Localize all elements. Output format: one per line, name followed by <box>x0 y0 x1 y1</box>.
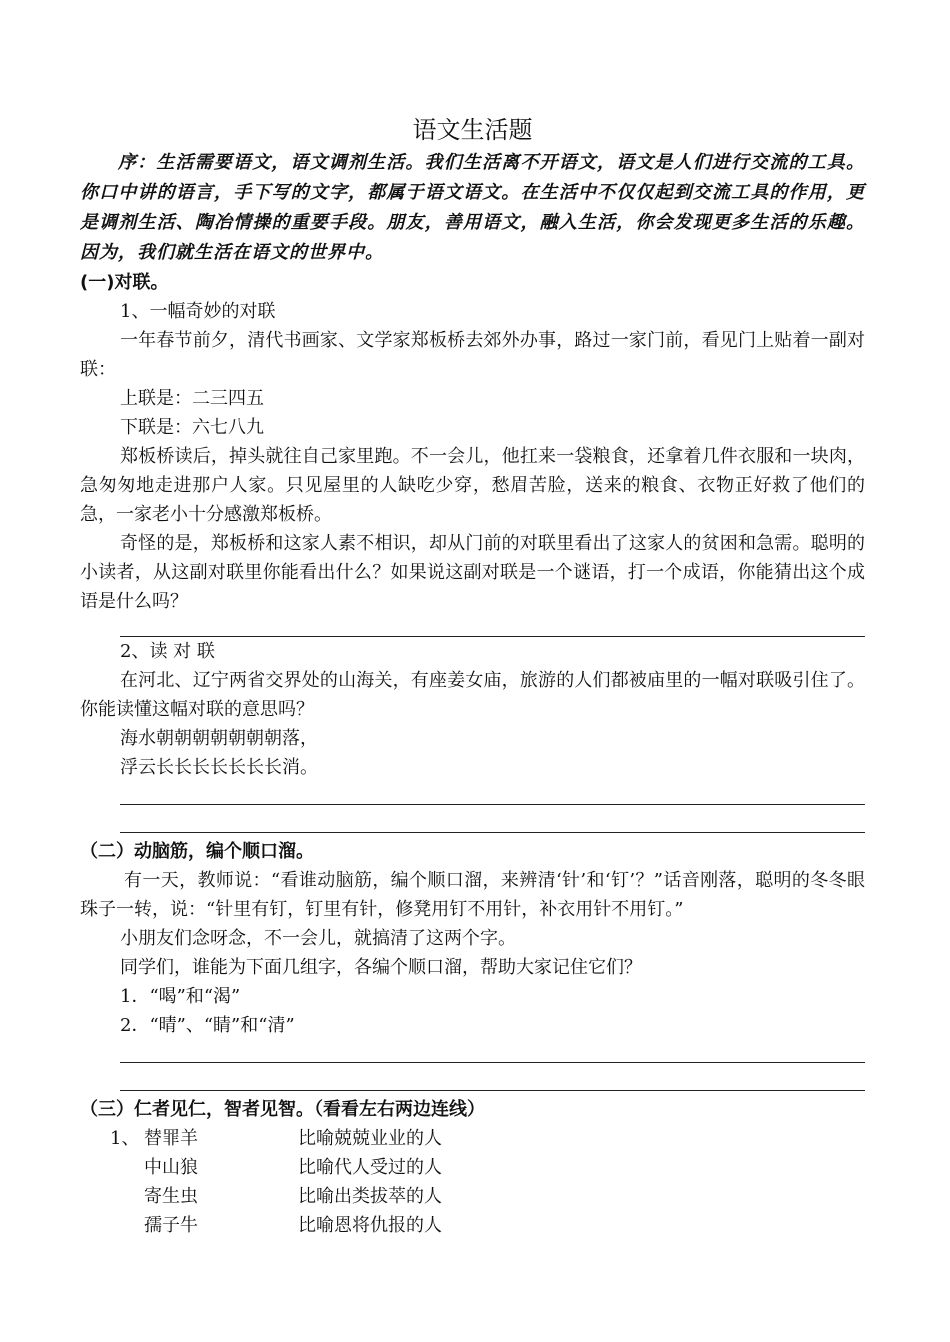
match-left-item[interactable]: 中山狼 <box>144 1157 198 1178</box>
match-row <box>80 1153 865 1182</box>
match-right-item[interactable]: 比喻代人受过的人 <box>298 1157 442 1178</box>
couplet-line-1: 海水朝朝朝朝朝朝朝落， <box>120 728 318 749</box>
section-2-paragraph-1: 有一天，教师说：“看谁动脑筋，编个顺口溜，来辨清‘针’和‘钉’？”话音刚落，聪明的冬冬眼珠子一转，说：“针里有钉，钉里有针，修凳用钉不用针，补衣用针不用钉。” <box>80 870 865 920</box>
match-right-item[interactable]: 比喻兢兢业业的人 <box>298 1128 442 1149</box>
match-right-item[interactable]: 比喻出类拔萃的人 <box>298 1186 442 1207</box>
preface-paragraph: 序：生活需要语文，语文调剂生活。我们生活离不开语文，语文是人们进行交流的工具。你口中讲的语言，手下写的文字，都属于语文语文。在生活中不仅仅起到交流工具的作用，更是调剂生活、陶冶情操的重要手段。朋友，善用语文，融入生活，你会发现更多生活的乐趣。因为，我们就生活在语文的世界中。 <box>80 152 865 263</box>
section-1-heading: (一)对联。 <box>80 272 169 293</box>
match-left-item[interactable]: 孺子牛 <box>144 1215 198 1236</box>
question-1-paragraph-2: 郑板桥读后，掉头就往自己家里跑。不一会儿，他扛来一袋粮食，还拿着几件衣服和一块肉，急匆匆地走进那户人家。只见屋里的人缺吃少穿，愁眉苦脸，送来的粮食、衣物正好救了他们的急，一家老小十分感激郑板桥。 <box>80 446 865 525</box>
match-row <box>80 1211 865 1240</box>
question-1-paragraph-1: 一年春节前夕，清代书画家、文学家郑板桥去郊外办事，路过一家门前，看见门上贴着一副对联： <box>80 330 865 380</box>
couplet-upper: 上联是：二三四五 <box>120 388 264 409</box>
answer-line[interactable] <box>120 832 865 833</box>
couplet-line-2: 浮云长长长长长长长消。 <box>120 757 318 778</box>
section-2-paragraph-3: 同学们，谁能为下面几组字，各编个顺口溜，帮助大家记住它们？ <box>120 957 642 978</box>
page-title: 语文生活题 <box>412 116 533 144</box>
match-left-item[interactable]: 寄生虫 <box>144 1186 198 1207</box>
match-left-item[interactable]: 替罪羊 <box>144 1128 198 1149</box>
section-2-heading: （二）动脑筋，编个顺口溜。 <box>80 841 314 862</box>
section-2-item-2: 2．“晴”、“睛”和“清” <box>120 1015 295 1036</box>
document-page <box>80 112 865 1240</box>
match-row <box>80 1124 865 1153</box>
match-right-item[interactable]: 比喻恩将仇报的人 <box>298 1215 442 1236</box>
section-2-paragraph-2: 小朋友们念呀念，不一会儿，就搞清了这两个字。 <box>120 928 516 949</box>
question-2-paragraph: 在河北、辽宁两省交界处的山海关，有座姜女庙，旅游的人们都被庙里的一幅对联吸引住了。你能读懂这幅对联的意思吗？ <box>80 670 865 720</box>
couplet-lower: 下联是：六七八九 <box>120 417 264 438</box>
section-2-item-1: 1．“喝”和“渴” <box>120 986 241 1007</box>
match-number: 1、 <box>110 1128 140 1149</box>
question-2-title: 2、读 对 联 <box>120 641 215 662</box>
section-3-heading: （三）仁者见仁，智者见智。（看看左右两边连线） <box>80 1099 485 1120</box>
match-row <box>80 1182 865 1211</box>
question-1-title: 1、一幅奇妙的对联 <box>120 301 276 322</box>
question-1-paragraph-3: 奇怪的是，郑板桥和这家人素不相识，却从门前的对联里看出了这家人的贫困和急需。聪明的小读者，从这副对联里你能看出什么？如果说这副对联是一个谜语，打一个成语，你能猜出这个成语是什么吗？ <box>80 533 865 612</box>
answer-line[interactable] <box>120 1090 865 1091</box>
